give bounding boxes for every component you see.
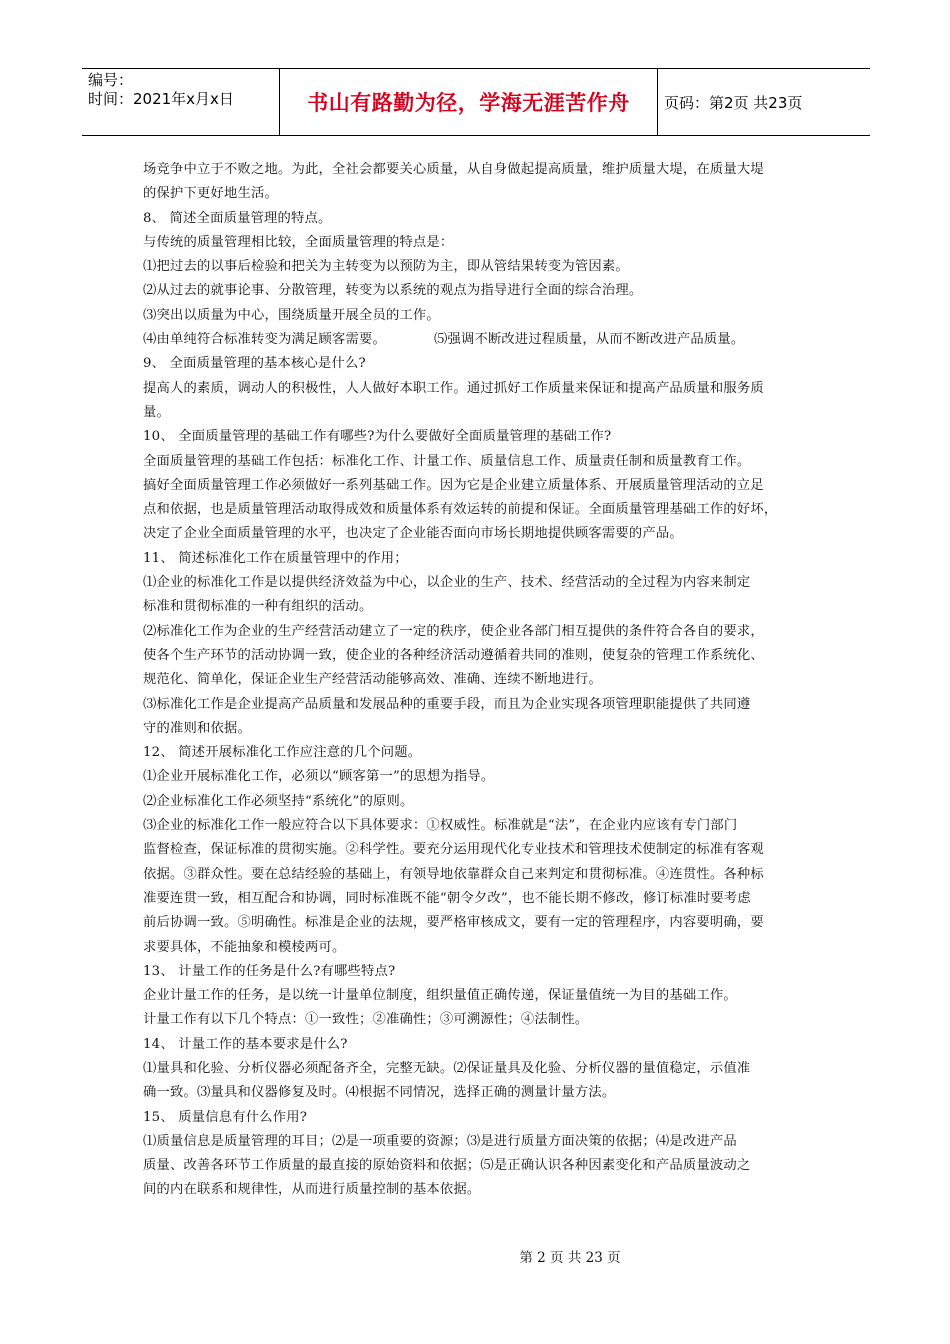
- text-line: 场竞争中立于不败之地。为此，全社会都要关心质量，从自身做起提高质量，维护质量大堤，在质量大堤: [143, 162, 764, 177]
- footer-page-number: 第 2 页 共 23 页: [519, 1250, 621, 1266]
- text-line: 提高人的素质，调动人的积极性，人人做好本职工作。通过抓好工作质量来保证和提高产品质量和服务质: [143, 380, 764, 396]
- text-line: 决定了企业全面质量管理的水平，也决定了企业能否面向市场长期地提供顾客需要的产品。: [143, 526, 683, 542]
- text-line: ⑴把过去的以事后检验和把关为主转变为以预防为主，即从管结果转变为管因素。: [143, 259, 629, 275]
- question-heading: 15、 质量信息有什么作用?: [143, 1109, 308, 1125]
- text-line: ⑵标准化工作为企业的生产经营活动建立了一定的秩序，使企业各部门相互提供的条件符合各自的要求，: [143, 623, 764, 639]
- question-heading: 12、 简述开展标准化工作应注意的几个问题。: [143, 745, 422, 761]
- text-line: 确一致。⑶量具和仪器修复及时。⑷根据不同情况，选择正确的测量计量方法。: [143, 1085, 616, 1101]
- text-line: 使各个生产环节的活动协调一致，使企业的各种经济活动遵循着共同的准则，使复杂的管理工作系统化、: [143, 647, 764, 663]
- text-line: ⑶突出以质量为中心，围绕质量开展全员的工作。: [143, 307, 440, 323]
- page-footer: [0, 1246, 950, 1266]
- text-line: ⑶企业的标准化工作一般应符合以下具体要求：①权威性。标准就是“法”，在企业内应该有专门部门: [143, 818, 738, 834]
- question-heading: 13、 计量工作的任务是什么?有哪些特点?: [143, 963, 396, 979]
- document-time-label: 时间：2021年x月x日: [88, 90, 234, 108]
- document-body: [143, 158, 813, 1203]
- text-line: ⑴量具和化验、分析仪器必须配备齐全，完整无缺。⑵保证量具及化验、分析仪器的量值稳定，示值准: [143, 1060, 751, 1076]
- page-header: [82, 68, 870, 136]
- header-page-cell: [658, 69, 870, 135]
- question-heading: 8、 简述全面质量管理的特点。: [143, 210, 332, 226]
- text-line: ⑴企业的标准化工作是以提供经济效益为中心，以企业的生产、技术、经营活动的全过程为内容来制定: [143, 575, 751, 591]
- text-line: 守的准则和依据。: [143, 720, 251, 736]
- text-segment: ⑸强调不断改进过程质量，从而不断改进产品质量。: [433, 332, 745, 348]
- text-line: 全面质量管理的基础工作包括：标准化工作、计量工作、质量信息工作、质量责任制和质量教育工作。: [143, 453, 751, 469]
- text-line: 量。: [143, 404, 170, 420]
- text-line: 求要具体，不能抽象和模棱两可。: [143, 939, 346, 955]
- text-line: ⑶标准化工作是企业提高产品质量和发展品种的重要手段，而且为企业实现各项管理职能提供了共同遵: [143, 696, 751, 712]
- text-line: [143, 328, 813, 352]
- text-line: 标准和贯彻标准的一种有组织的活动。: [143, 599, 373, 615]
- text-line: 规范化、简单化，保证企业生产经营活动能够高效、准确、连续不断地进行。: [143, 672, 602, 688]
- question-heading: 14、 计量工作的基本要求是什么?: [143, 1036, 348, 1052]
- text-line: 依据。③群众性。要在总结经验的基础上，有领导地依靠群众自己来判定和贯彻标准。④连贯性。各种标: [143, 866, 764, 882]
- text-line: 的保护下更好地生活。: [143, 186, 278, 202]
- text-line: 计量工作有以下几个特点：①一致性；②准确性；③可溯源性；④法制性。: [143, 1012, 589, 1028]
- text-line: 质量、改善各环节工作质量的最直接的原始资料和依据；⑸是正确认识各种因素变化和产品质量波动之: [143, 1158, 751, 1174]
- text-line: 间的内在联系和规律性，从而进行质量控制的基本依据。: [143, 1182, 481, 1198]
- text-line: ⑴质量信息是质量管理的耳目；⑵是一项重要的资源；⑶是进行质量方面决策的依据；⑷是改进产品: [143, 1133, 737, 1149]
- question-heading: 9、 全面质量管理的基本核心是什么?: [143, 356, 366, 372]
- header-page-label: 页码：第2页 共23页: [664, 93, 803, 112]
- text-line: 与传统的质量管理相比较，全面质量管理的特点是：: [143, 234, 454, 250]
- text-line: 企业计量工作的任务，是以统一计量单位制度，组织量值正确传递，保证量值统一为目的基础工作。: [143, 988, 737, 1004]
- text-line: 前后协调一致。⑤明确性。标准是企业的法规，要严格审核成文，要有一定的管理程序，内容要明确，要: [143, 915, 764, 931]
- header-motto-cell: [280, 69, 658, 135]
- text-segment: ⑷由单纯符合标准转变为满足顾客需要。: [143, 332, 386, 348]
- text-line: 监督检查，保证标准的贯彻实施。②科学性。要充分运用现代化专业技术和管理技术使制定的标准有客观: [143, 842, 764, 858]
- question-heading: 11、 简述标准化工作在质量管理中的作用；: [143, 550, 408, 566]
- text-line: ⑵企业标准化工作必须坚持“系统化”的原则。: [143, 793, 414, 809]
- question-heading: 10、 全面质量管理的基础工作有哪些?为什么要做好全面质量管理的基础工作?: [143, 429, 612, 445]
- text-line: 准要连贯一致，相互配合和协调，同时标准既不能“朝令夕改”，也不能长期不修改，修订标准时要考虑: [143, 890, 751, 906]
- text-line: ⑴企业开展标准化工作，必须以“顾客第一”的思想为指导。: [143, 769, 495, 785]
- document-number-label: 编号：: [88, 71, 134, 89]
- text-line: ⑵从过去的就事论事、分散管理，转变为以系统的观点为指导进行全面的综合治理。: [143, 283, 643, 299]
- header-info-cell: [82, 69, 280, 135]
- text-line: 点和依据，也是质量管理活动取得成效和质量体系有效运转的前提和保证。全面质量管理基础工作的好坏，: [143, 502, 778, 518]
- header-motto: 书山有路勤为径，学海无涯苦作舟: [307, 91, 630, 115]
- text-line: 搞好全面质量管理工作必须做好一系列基础工作。因为它是企业建立质量体系、开展质量管理活动的立足: [143, 477, 764, 493]
